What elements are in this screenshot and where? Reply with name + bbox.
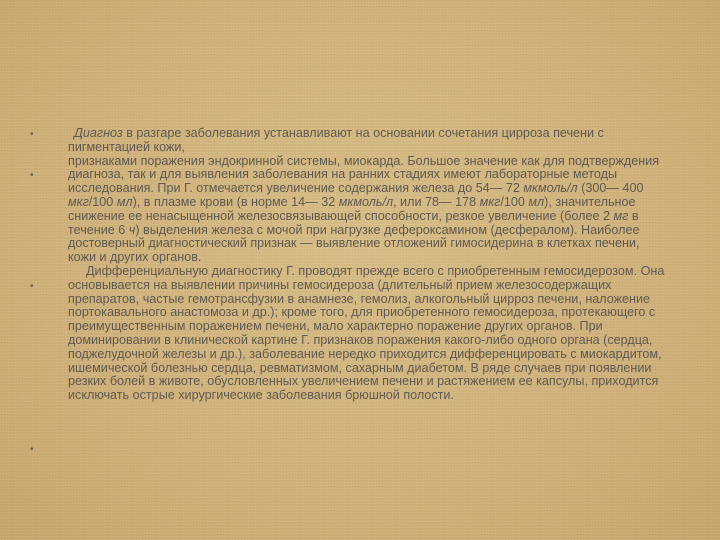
paragraph-diagnosis <box>68 127 668 155</box>
bullet-4: • <box>30 444 34 455</box>
term-diagnosis: Диагноз <box>74 126 123 140</box>
content-text <box>68 127 668 403</box>
bullet-1: • <box>30 129 34 140</box>
bullet-3: • <box>30 281 34 292</box>
paragraph-lab-methods: признаками поражения эндокринной системы, миокарда. Большое значение как для подтверждения диагноза, так и для выявления заболевания на ранних стадиях имеют лабораторные методы исследования. При Г. отмечается увеличение содержания железа до 54— 72 мкмоль/л (300— 400 мкг/100 мл), в плазме крови (в норме 14— 32 мкмоль/л, или 78— 178 мкг/100 мл), значительное снижение ее ненасыщенной железосвязывающей способности, резкое увеличение (более 2 мг в течение 6 ч) выделения железа с мочой при нагрузке дефероксамином (десфералом). Наиболее достоверный диагностический признак — выявление отложений гимосидерина в клетках печени, кожи и других органов. <box>68 153 660 265</box>
bullet-2: • <box>30 170 34 181</box>
paragraph-differential: Дифференциальную диагностику Г. проводят прежде всего с приобретенным гемосидерозом. Она основывается на выявлении причины гемосидероза (длительный прием железосодержащих препаратов, частые гемотрансфузии в анамнезе, гемолиз, алкогольный цирроз печени, наложение портокавального анастомоза и др.); кроме того, для приобретенного гемосидероза, протекающего с преимущественным поражением печени, мало характерно поражение других органов. При доминировании в клинической картине Г. признаков поражения какого-либо одного органа (сердца, поджелудочной железы и др.), заболевание нередко приходится дифференцировать с миокардитом, ишемической болезнью сердца, ревматизмом, сахарным диабетом. В ряде случаев при появлении резких болей в животе, обусловленных увеличением печени и растяжением ее капсулы, приходится исключать острые хирургические заболевания брюшной полости. <box>68 263 665 403</box>
paragraph-diagnosis-text: в разгаре заболевания устанавливают на основании сочетания цирроза печени с пигментацией кожи, <box>68 126 604 154</box>
